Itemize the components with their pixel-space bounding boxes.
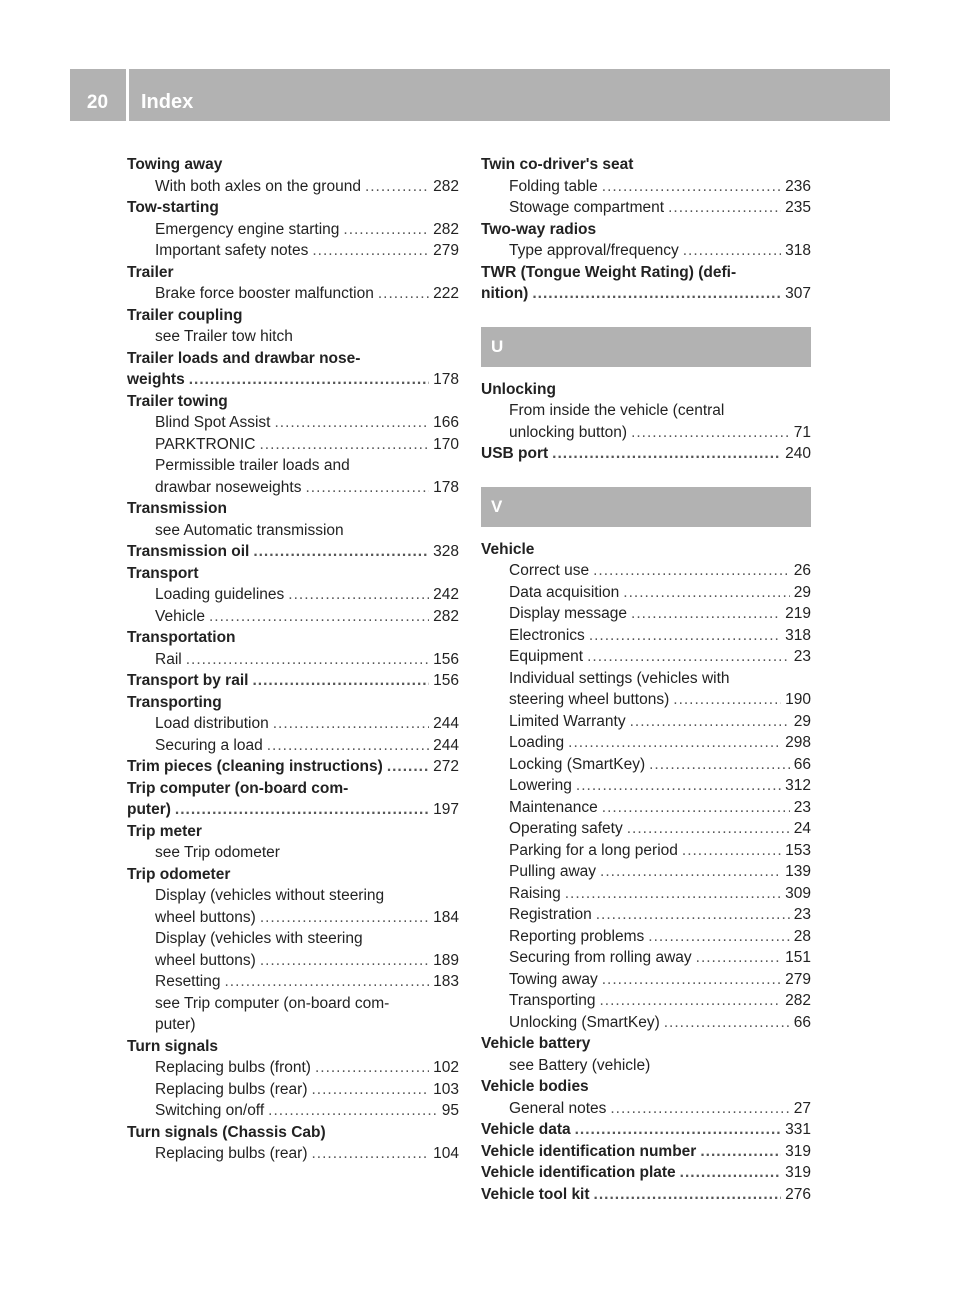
entry-text: TWR (Tongue Weight Rating) (defi- [481,263,737,281]
index-subentry [481,732,811,754]
index-subentry [127,219,459,241]
index-subentry [127,993,459,1015]
entry-text: Loading [509,734,565,751]
dot-leader [668,197,781,219]
dot-leader [575,1119,782,1141]
index-subentry [481,861,811,883]
entry-text: Unlocking [481,380,556,398]
page-reference: 29 [793,712,811,730]
entry-text: Transport [127,564,199,582]
page-reference: 242 [433,586,459,603]
entry-text: Vehicle tool kit [481,1185,590,1203]
page-reference: 244 [433,715,459,732]
entry-text: Maintenance [509,798,598,816]
page-reference: 156 [433,672,459,689]
dot-leader [700,1141,781,1163]
dot-leader [602,797,790,819]
dot-leader [312,1143,430,1165]
page-reference: 236 [785,177,811,195]
index-subentry [127,1100,459,1122]
entry-text: puter) [127,801,171,818]
page-reference: 151 [785,949,811,966]
index-subentry [481,775,811,797]
dot-leader [630,711,790,733]
index-entry [481,379,811,401]
index-subentry [127,950,459,972]
index-subentry [481,754,811,776]
index-subentry [127,907,459,929]
entry-text: see Trip computer (on-board com- [155,994,390,1012]
entry-text: Emergency engine starting [155,220,340,238]
index-entry [127,498,459,520]
entry-text: Switching on/off [155,1102,265,1119]
dot-leader [312,1079,430,1101]
index-subentry [481,1012,811,1034]
dot-leader [680,1162,781,1184]
dot-leader [209,606,429,628]
page-reference: 103 [433,1080,459,1098]
index-entry [481,1141,811,1163]
dot-leader [378,283,429,305]
entry-text: Trailer [127,263,174,281]
entry-text: Stowage compartment [509,199,665,216]
index-entry [127,1036,459,1058]
entry-text: Correct use [509,562,590,579]
page-reference: 156 [433,650,459,668]
entry-text: Transport by rail [127,672,249,689]
page-reference: 279 [433,242,459,259]
entry-text: Tow-starting [127,199,219,216]
entry-text: From inside the vehicle (central [509,402,725,419]
index-subentry [127,326,459,348]
index-subentry [127,735,459,757]
dot-leader [696,947,781,969]
page-reference: 95 [441,1102,459,1119]
dot-leader [532,283,781,305]
dot-leader [576,775,781,797]
page-reference: 328 [433,543,459,560]
entry-text: Turn signals [127,1037,219,1055]
index-subentry [481,240,811,262]
entry-text: With both axles on the ground [155,177,361,195]
page-title: Index [141,90,194,113]
index-entry [481,283,811,305]
entry-text: Transmission [127,500,227,517]
index-entry [127,305,459,327]
page-reference: 319 [785,1142,811,1160]
page-reference: 190 [785,691,811,708]
dot-leader [253,541,429,563]
index-subentry [127,455,459,477]
entry-text: Vehicle bodies [481,1078,589,1095]
dot-leader [682,840,781,862]
dot-leader [260,907,429,929]
entry-text: Vehicle identification number [481,1142,697,1160]
entry-text: Securing a load [155,736,263,754]
entry-text: Vehicle identification plate [481,1164,676,1181]
page-reference: 298 [785,734,811,751]
index-entry [127,369,459,391]
index-subentry [481,603,811,625]
index-subentry [127,412,459,434]
dot-leader [315,1057,429,1079]
index-subentry [127,885,459,907]
index-entry [481,262,811,284]
index-subentry [481,840,811,862]
dot-leader [259,434,429,456]
index-subentry [127,1079,459,1101]
page-reference: 331 [785,1121,811,1138]
page-reference: 27 [793,1099,811,1117]
entry-text: Replacing bulbs (front) [155,1059,311,1076]
index-column-left [127,154,459,1165]
entry-text: Operating safety [509,820,623,837]
dot-leader [596,904,790,926]
index-entry [481,1162,811,1184]
entry-text: Individual settings (vehicles with [509,669,730,687]
entry-text: see Automatic transmission [155,521,344,539]
page-reference: 235 [785,199,811,216]
entry-text: Towing away [509,970,598,988]
page-reference: 183 [433,973,459,990]
entry-text: unlocking button) [509,423,628,441]
dot-leader [189,369,429,391]
dot-leader [649,754,790,776]
index-entry [481,1033,811,1055]
entry-text: Parking for a long period [509,841,678,859]
page-reference: 282 [433,177,459,195]
page-reference: 23 [793,906,811,923]
page-reference: 23 [793,648,811,665]
index-entry [481,1184,811,1206]
entry-text: nition) [481,285,529,302]
entry-text: Brake force booster malfunction [155,285,374,302]
page-reference: 282 [433,220,459,238]
entry-text: Registration [509,906,592,923]
page-reference: 219 [785,605,811,622]
dot-leader [623,582,789,604]
index-subentry [481,582,811,604]
index-subentry [127,584,459,606]
entry-text: Transportation [127,629,236,646]
page-reference: 272 [433,758,459,775]
entry-text: see Trip odometer [155,844,280,861]
page-reference: 153 [785,841,811,859]
entry-text: Electronics [509,626,585,644]
page-reference: 282 [785,992,811,1009]
dot-leader [673,689,781,711]
index-letter-heading: V [481,487,811,527]
index-entry [481,1119,811,1141]
entry-text: Trip odometer [127,865,231,883]
index-subentry [481,1098,811,1120]
dot-leader [224,971,429,993]
page-reference: 24 [793,820,811,837]
entry-text: General notes [509,1099,607,1117]
entry-text: Loading guidelines [155,586,285,603]
entry-text: Trip meter [127,822,202,840]
entry-text: Trim pieces (cleaning instructions) [127,758,383,775]
page-reference: 318 [785,242,811,259]
dot-leader [175,799,429,821]
header-divider [126,69,129,121]
page-reference: 104 [433,1145,459,1162]
index-subentry [127,434,459,456]
dot-leader [365,176,429,198]
index-entry [127,799,459,821]
index-entry [481,219,811,241]
entry-text: Lowering [509,777,572,794]
entry-text: PARKTRONIC [155,435,256,453]
index-subentry [481,947,811,969]
entry-text: see Trailer tow hitch [155,328,293,345]
dot-leader [594,1184,782,1206]
entry-text: Display (vehicles without steering [155,887,385,904]
dot-leader [343,219,429,241]
index-column-right [481,154,811,1205]
dot-leader [599,990,781,1012]
dot-leader [568,732,781,754]
index-entry [127,670,459,692]
dot-leader [631,603,781,625]
entry-text: Replacing bulbs (rear) [155,1145,308,1162]
dot-leader [552,443,781,465]
page-reference: 184 [433,908,459,926]
entry-text: Permissible trailer loads and [155,457,350,474]
entry-text: puter) [155,1016,196,1033]
index-entry [481,539,811,561]
entry-text: Load distribution [155,715,269,732]
entry-text: steering wheel buttons) [509,691,670,708]
index-entry [127,262,459,284]
index-entry [127,348,459,370]
dot-leader [274,412,429,434]
index-subentry [127,477,459,499]
entry-text: Vehicle [155,607,205,625]
dot-leader [565,883,781,905]
index-subentry [127,606,459,628]
index-subentry [481,422,811,444]
page-reference: 23 [793,798,811,816]
dot-leader [602,969,781,991]
entry-text: Vehicle data [481,1121,571,1138]
dot-leader [587,646,790,668]
entry-text: Locking (SmartKey) [509,755,646,773]
dot-leader [631,422,790,444]
index-subentry [481,646,811,668]
dot-leader [648,926,789,948]
index-subentry [481,818,811,840]
entry-text: USB port [481,445,549,462]
index-subentry [127,928,459,950]
dot-leader [610,1098,789,1120]
index-subentry [481,904,811,926]
index-subentry [481,711,811,733]
page-reference: 282 [433,607,459,625]
entry-text: Limited Warranty [509,712,626,730]
page-reference: 276 [785,1185,811,1203]
index-subentry [127,649,459,671]
entry-text: Vehicle battery [481,1035,591,1052]
dot-leader [683,240,781,262]
page-reference: 71 [793,423,811,441]
index-entry [127,154,459,176]
dot-leader [252,670,429,692]
page-reference: 178 [433,371,459,388]
entry-text: drawbar noseweights [155,478,302,496]
index-subentry [127,1014,459,1036]
index-entry [127,563,459,585]
entry-text: Rail [155,650,182,668]
index-subentry [127,520,459,542]
entry-text: Transporting [127,693,222,711]
dot-leader [627,818,790,840]
index-subentry [481,969,811,991]
entry-text: weights [127,371,185,388]
index-subentry [481,1055,811,1077]
index-entry [127,627,459,649]
entry-text: Trailer coupling [127,306,243,324]
page-reference: 178 [433,478,459,496]
page-reference: 29 [793,583,811,601]
index-subentry [127,176,459,198]
entry-text: Trailer loads and drawbar nose- [127,349,361,367]
index-entry [127,778,459,800]
dot-leader [268,1100,438,1122]
dot-leader [305,477,429,499]
dot-leader [260,950,429,972]
index-entry [127,864,459,886]
index-subentry [481,797,811,819]
dot-leader [312,240,429,262]
dot-leader [600,861,781,883]
dot-leader [186,649,429,671]
page-reference: 197 [433,801,459,818]
entry-text: Equipment [509,648,584,665]
index-entry [127,197,459,219]
entry-text: Vehicle [481,540,535,558]
page-reference: 222 [433,285,459,302]
entry-text: Twin co-driver's seat [481,156,634,173]
page-number: 20 [86,92,109,113]
index-subentry [127,713,459,735]
index-subentry [481,400,811,422]
entry-text: Folding table [509,177,598,195]
dot-leader [288,584,429,606]
page-reference: 170 [433,435,459,453]
index-subentry [127,1057,459,1079]
index-subentry [481,990,811,1012]
index-subentry [481,176,811,198]
entry-text: Reporting problems [509,927,645,945]
dot-leader [273,713,429,735]
index-subentry [481,668,811,690]
page-reference: 244 [433,736,459,754]
entry-text: Transmission oil [127,543,250,560]
page-reference: 318 [785,626,811,644]
entry-text: Data acquisition [509,583,620,601]
entry-text: Transporting [509,992,596,1009]
dot-leader [267,735,429,757]
entry-text: Trip computer (on-board com- [127,779,349,797]
entry-text: Display message [509,605,628,622]
entry-text: Trailer towing [127,392,228,410]
page-reference: 166 [433,414,459,431]
page-reference: 28 [793,927,811,945]
page-header [70,69,890,121]
entry-text: see Battery (vehicle) [509,1056,651,1074]
page-reference: 307 [785,285,811,302]
index-subentry [481,883,811,905]
index-subentry [481,560,811,582]
entry-text: wheel buttons) [155,951,256,969]
dot-leader [664,1012,790,1034]
entry-text: Securing from rolling away [509,949,692,966]
index-subentry [481,625,811,647]
entry-text: Resetting [155,973,221,990]
page-reference: 309 [785,884,811,902]
entry-text: Towing away [127,156,223,173]
dot-leader [387,756,429,778]
page-reference: 312 [785,777,811,794]
index-subentry [127,240,459,262]
index-entry [127,692,459,714]
index-subentry [127,1143,459,1165]
index-entry [481,443,811,465]
index-entry [127,821,459,843]
page-reference: 66 [793,755,811,773]
page-reference: 319 [785,1164,811,1181]
dot-leader [602,176,781,198]
entry-text: Turn signals (Chassis Cab) [127,1123,326,1141]
index-subentry [127,971,459,993]
entry-text: wheel buttons) [155,908,256,926]
index-subentry [481,197,811,219]
entry-text: Two-way radios [481,220,597,238]
entry-text: Type approval/frequency [509,242,679,259]
page-reference: 279 [785,970,811,988]
entry-text: Important safety notes [155,242,309,259]
index-subentry [481,926,811,948]
index-entry [481,1076,811,1098]
index-entry [127,541,459,563]
page-reference: 26 [793,562,811,579]
entry-text: Raising [509,884,561,902]
entry-text: Display (vehicles with steering [155,930,363,947]
index-subentry [481,689,811,711]
entry-text: Pulling away [509,863,597,880]
index-subentry [127,842,459,864]
entry-text: Blind Spot Assist [155,414,271,431]
index-entry [127,391,459,413]
index-entry [127,756,459,778]
index-entry [127,1122,459,1144]
page-reference: 66 [793,1013,811,1031]
dot-leader [589,625,781,647]
entry-text: Replacing bulbs (rear) [155,1080,308,1098]
dot-leader [593,560,790,582]
page-reference: 240 [785,445,811,462]
index-letter-heading: U [481,327,811,367]
page-reference: 139 [785,863,811,880]
page-reference: 102 [433,1059,459,1076]
page-reference: 189 [433,951,459,969]
index-entry [481,154,811,176]
entry-text: Unlocking (SmartKey) [509,1013,660,1031]
index-subentry [127,283,459,305]
